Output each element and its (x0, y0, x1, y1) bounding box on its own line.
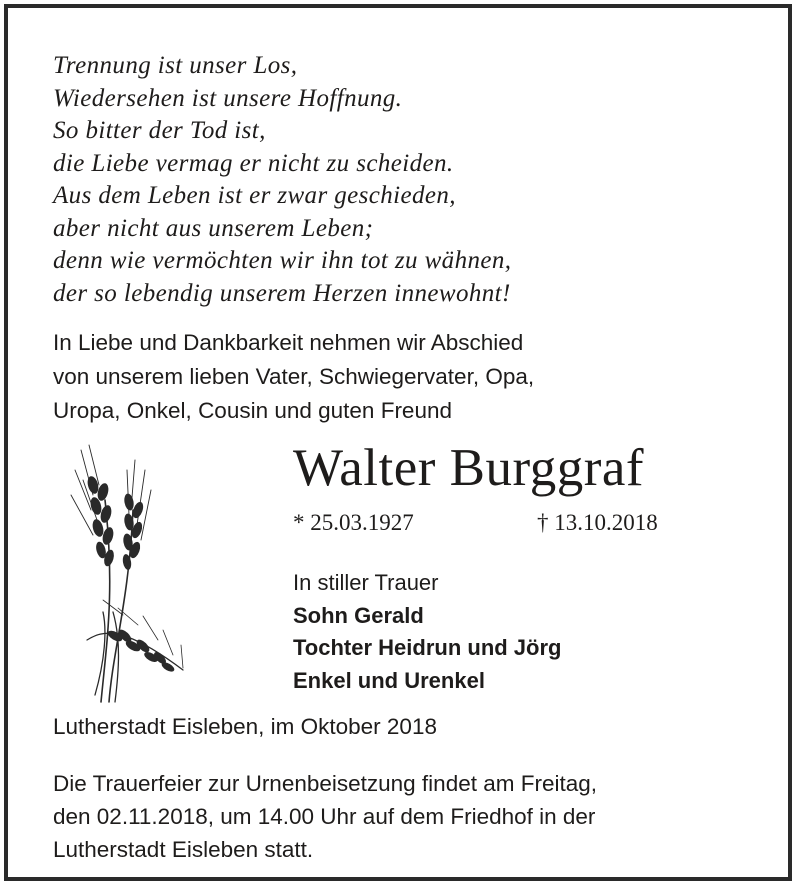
poem-line: der so lebendig unserem Herzen innewohnt! (53, 279, 511, 307)
deceased-name: Walter Burggraf (293, 439, 645, 497)
mourner-name: Tochter Heidrun und Jörg (293, 635, 562, 660)
obituary-card (4, 4, 792, 881)
poem-line: die Liebe vermag er nicht zu scheiden. (53, 149, 454, 177)
notice-line: Die Trauerfeier zur Urnenbeisetzung findet am Freitag, (53, 771, 598, 796)
funeral-notice (53, 767, 597, 866)
intro-line: von unserem lieben Vater, Schwiegervater, Opa, (53, 364, 535, 389)
memorial-poem (53, 50, 511, 310)
poem-line: denn wie vermöchten wir ihn tot zu wähnen, (53, 247, 512, 274)
notice-line: Lutherstadt Eisleben statt. (53, 837, 314, 862)
notice-line: den 02.11.2018, um 14.00 Uhr auf dem Friedhof in der (53, 804, 596, 829)
birth-date: * 25.03.1927 (293, 510, 414, 535)
intro-line: Uropa, Onkel, Cousin und guten Freund (53, 398, 452, 423)
intro-line: In Liebe und Dankbarkeit nehmen wir Abschied (53, 330, 524, 355)
poem-line: Wiedersehen ist unsere Hoffnung. (53, 84, 403, 112)
mourner-name: Sohn Gerald (293, 602, 424, 628)
mourners-block (293, 567, 561, 697)
farewell-intro (53, 326, 534, 428)
poem-line: Trennung ist unser Los, (53, 52, 298, 79)
life-dates (293, 508, 658, 538)
place-and-date: Lutherstadt Eisleben, im Oktober 2018 (53, 714, 437, 739)
poem-line: So bitter der Tod ist, (53, 117, 266, 144)
death-date: † 13.10.2018 (537, 510, 658, 535)
wheat-ears-icon (63, 440, 193, 708)
poem-line: aber nicht aus unserem Leben; (53, 214, 374, 242)
mourners-heading: In stiller Trauer (293, 570, 439, 595)
mourner-name: Enkel und Urenkel (293, 667, 485, 693)
poem-line: Aus dem Leben ist er zwar geschieden, (53, 182, 456, 209)
